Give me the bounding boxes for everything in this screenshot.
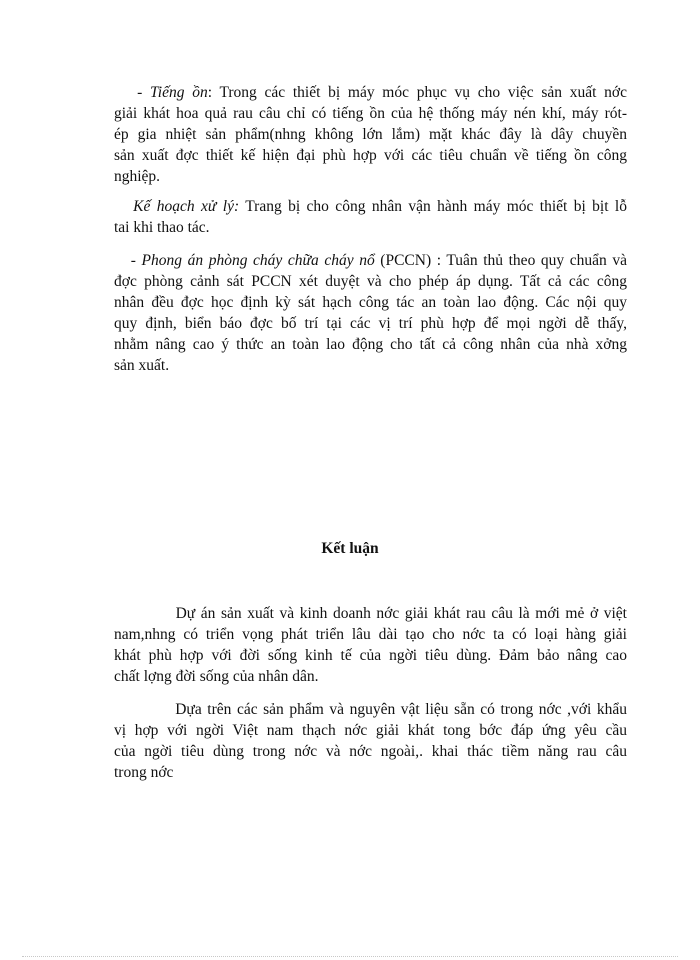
p2-label: Kế hoạch xử lý: [133,198,240,215]
p3-line-4: quy định, biển báo đợc bố trí tại các vị trí phù hợp để mọi ngời dễ thấy, [114,315,627,332]
p5-indent [114,701,175,718]
page-bottom-divider [22,956,678,957]
p1-line-5: nghiệp. [114,168,161,185]
p1-line-1 [114,83,627,103]
p1-dash: - [114,84,151,101]
p5-line-1 [114,700,627,720]
p3-line-5: nhằm nâng cao ý thức an toàn lao động cho tất cả công nhân của nhà xởng [114,336,627,353]
p5-line-4: trong nớc [114,764,174,781]
p1-line-4: sản xuất đợc thiết kế hiện đại phù hợp với các tiêu chuẩn về tiếng ồn công [114,147,627,164]
p2-indent [114,198,133,215]
p3-line-3: nhân đều đợc học định kỳ sát hạch công tác an toàn lao động. Các nội quy [114,294,627,311]
p3-line-1 [114,251,627,271]
p4-line-2: nam,nhng có triển vọng phát triển lâu dài tạo cho nớc ta có loại hàng giải [114,626,627,643]
conclusion-heading: Kết luận [321,540,379,557]
p5-text-1: Dựa trên các sản phẩm và nguyên vật liệu sẵn có trong nớc ,với khẩu [175,701,628,718]
p5-line-2: vị hợp với ngời Việt nam thạch nớc giải khát tong bớc đáp ứng yêu cầu [114,722,627,739]
p3-text-1: (PCCN) : Tuân thủ theo quy chuẩn và [374,252,627,269]
p1-line-2: giải khát hoa quả rau câu chỉ có tiếng ồn của hệ thống máy nén khí, máy rót- [114,105,627,122]
p4-line-4: chất lợng đời sống của nhân dân. [114,668,319,685]
p4-indent [114,605,176,622]
p3-dash: - [114,252,142,269]
p1-text-1: : Trong các thiết bị máy móc phục vụ cho việc sản xuất nớc [207,84,627,101]
p4-text-1: Dự án sản xuất và kinh doanh nớc giải khát rau câu là mới mẻ ở việt [175,605,627,622]
p4-line-3: khát phù hợp với đời sống kinh tế của ngời tiêu dùng. Đảm bảo nâng cao [114,647,627,664]
p4-line-1 [114,604,627,624]
p1-label: Tiếng ồn [150,84,208,101]
p2-line-1 [114,197,627,217]
p3-line-2: đợc phòng cảnh sát PCCN xét duyệt và cho phép áp dụng. Tất cả các công [114,273,627,290]
p3-label: Phong án phòng cháy chữa cháy nổ [141,252,375,269]
p2-line-2: tai khi thao tác. [114,219,210,236]
p5-line-3: của ngời tiêu dùng trong nớc và nớc ngoài,. khai thác tiềm năng rau câu [114,743,627,760]
p1-line-3: ép gia nhiệt sản phẩm(nhng không lớn lắm) mặt khác đây là dây chuyền [114,126,627,143]
p3-line-6: sản xuất. [114,357,170,374]
p2-text-1: Trang bị cho công nhân vận hành máy móc thiết bị bịt lỗ [239,198,627,215]
